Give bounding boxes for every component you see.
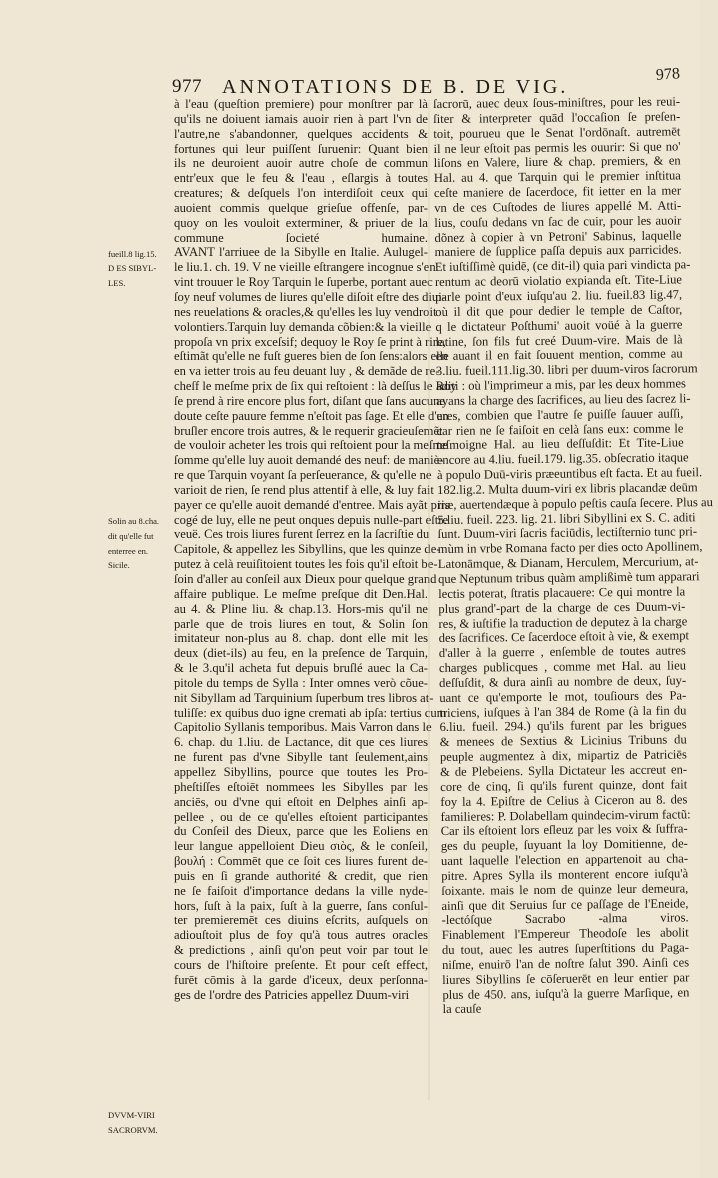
text-line: creatures; & deſquels l'on interdiſoit ceux qui [174,186,428,201]
right-column [433,94,713,1017]
text-line: du tout, auec les autres ſuperſtitions du Paga- [441,940,689,958]
text-line: à populo Duū-viris præeuntibus eſt facta. Et au fueil. [436,465,703,483]
text-line: quoy on les vouloit exterminer, & priuer de la [174,215,428,230]
text-line: nit Sibyllam ad Tarquinium ſuperbum tres libros at- [174,690,434,705]
text-line: doute ceſte pauure femme n'eſtoit pas ſage. Et elle d'en [174,408,449,423]
text-line: à l'eau (queſtion premiere) pour monſtrer par là [174,97,428,111]
text-line: nes reuelations & oracles,& qu'elles les luy vendroit [174,304,437,319]
text-line: liures Sibyllins ſe cōſeruerēt en leur entier par [442,970,690,987]
margin-note: Solin au 8.cha. [108,515,160,526]
margin-note: dit qu'elle fut [108,530,154,541]
text-line: propoſa vn prix exceſsif; dequoy le Roy ſe print à rire, [174,334,446,349]
text-line: ſe prend à rire encore plus fort, diſant que ſans aucune [174,393,446,408]
text-line: foy la 4. Epiſtre de Celius à Ciceron au 8. des [440,792,688,809]
text-line: toit, pourueu que le Senat l'ordōnaſt. autremēt [433,124,681,141]
page-number-left: 977 [172,76,202,97]
text-line: q le dictateur Poſthumi' auoit voüé à la guerre [435,317,683,334]
text-line: pellee , ou de ce qu'elles eſtoient participantes [174,809,428,824]
text-line: cogé de luy, elle ne peut onques depuis nulle-part eſtre [174,512,449,527]
text-line: plus de 450. ans, iuſqu'à la guerre Marſique, en [442,984,690,1002]
margin-note: D ES SIBYL- [108,263,157,274]
text-line: la cauſe [442,1002,482,1017]
text-line: ne furent pas d'vne Sibylle tant ſeulement,ains [174,750,428,765]
text-line: ne ſe faiſoit d'importance dedans la ville nyde- [174,883,428,898]
text-line: re que Tarquin voyant ſa perſeuerance, & qu'elle ne [174,468,432,483]
text-line: Et iuſtiſſimè quidē, (ce dit-il) quia pari vindicta pa- [434,257,691,275]
text-line: 5.liu. fueil. 223. lig. 21. libri Sibyllini ex S. C. aditi [437,509,696,527]
text-line: eſtimãt qu'elle ne fuſt gueres bien de ſon ſens:alors elle [174,349,449,364]
text-line: Capitole, & appellez les Sibyllins, que les quinze de- [174,542,441,557]
text-line: ures, combien que l'autre ſe puiſſe ſauuer auſſi, [436,406,684,423]
column-gutter [428,100,430,1100]
text-line: Finablement l'Empereur Theodoſe les abolit [441,925,689,943]
text-line: Hal. au 4. que Tarquin qui le premier inſtitua [433,168,681,186]
text-line: vint trouuer le Roy Tarquin le ſuperbe, portant auec [174,275,433,290]
text-line: Car ils eſtoient lors eſleuz par les voix & ſuffra- [440,821,688,839]
text-line: & menees de Sextius & Licinius Tribuns du [439,732,687,750]
text-line: 3.liu. fueil.111.lig.30. libri per duum-viros ſacrorum [435,361,698,379]
text-line: veuë. Ces trois liures furent ſerrez en la ſacriſtie du [174,527,430,542]
text-line: parle que de trois liures en tout, & Solin ſon [174,616,428,631]
text-line: ſoin d'aller au conſeil aux Dieux pour quelque grand [174,572,437,586]
text-line: charges publicques , comme met Hal. au lieu [438,658,687,676]
text-line: & le 3.qu'il acheta fut depuis bruſlé auec la Ca- [174,661,428,676]
text-line: liſons en Valere, liure & chap. premiers, & en [433,153,681,171]
text-line: commune ſocieté humaine. [174,230,428,245]
running-title: ANNOTATIONS DE B. DE VIG. [222,76,569,98]
text-line: bruſler encore trois autres, & le requerir gracieuſemẽt [174,423,443,438]
text-line: dõnez à copier à vn Petroni' Sabinus, laquelle [434,227,682,245]
text-line: au 4. & Pline liu. & chap.13. Hors-mis qu'il ne [174,601,428,616]
text-line: du Conſeil des Dieux, parce que les Eoliens en [174,824,428,839]
text-line: lectis poterat, ſtratis placauere: Ce qui montre la [438,584,686,601]
text-line: AVANT l'arriuee de la Sibylle en Italie. Aulugel- [174,245,428,260]
text-line: volontiers.Tarquin luy demanda cõbien:& la vieille [174,319,432,334]
text-line: cheſf le meſme prix de ſix qui reſtoient : là deſſus le Roy [174,379,457,394]
text-line: ſoy neuf volumes de liures qu'elle diſoit eſtre des diui- [174,289,446,304]
text-line: où il dit que pour dedier le temple de Caſtor, [435,302,683,319]
text-line: ges de l'ordre des Patricies appellez Duum-viri [174,987,410,1002]
text-line: que Neptunum tribus quàm amplißimè tum apparari [437,569,700,586]
text-line: deux (diet-ils) au feu, en la preſence de Tarquin, [174,646,428,661]
text-line: fortunes qui leur puiſſent ſuruenir: Quant bien [174,141,428,156]
margin-notes [108,0,174,1178]
text-line: ceſte maniere de ſacerdoce, fit ietter en la mer [433,183,682,201]
text-line: peuple augmentez à dix, mipartiz de Patriciēs [439,747,687,765]
text-line: ayans la charge des ſacrifices, au lieu des ſacrez li- [436,391,691,408]
text-line: cours de l'hiſtoire preſente. Et pour ceſt effect, [174,957,428,972]
text-line: & predictions , ainſi qu'on peut voir par tout le [174,943,428,958]
text-line: ſacrorū, auec deux ſous-miniſtres, pour les reui- [433,94,681,111]
text-line: familieres: P. Dolabellam quindecim-virum factũ: [440,806,691,824]
text-line: furēt cōmis à la garde d'iceux, deux perſonna- [174,972,428,987]
text-line: imitateur non-plus au 8. chap. dont elle mit les [174,631,428,646]
page-number-right: 978 [655,65,681,84]
margin-note: DVVM-VIRI [108,1109,155,1120]
text-line: niſme, enuirō l'an de noſtre ſalut 390. Ainſi ces [442,955,690,972]
left-column [174,97,457,1002]
text-line: encore au 4.liu. fueil.179. lig.35. obſecratio itaque [436,450,689,468]
text-line: pheſtiſſes eſtoiēt nommees les Sibylles par les [174,779,428,794]
text-line: ter premieremēt ces diuins eſcrits, auſquels on [174,913,428,928]
text-line: car rien ne ſe faiſoit en celà ſans eux: comme le [436,420,684,438]
text-line: uant laquelle l'election en appartenoit au cha- [440,851,689,868]
text-line: appellez Sibyllins, pource que toutes les Pro- [174,764,428,779]
text-line: deſſuſdit, & dura ainſi au nombre de deux, ſuy- [439,673,687,690]
text-line: teſmoigne Hal. au lieu deſſuſdit: Et Tite-Liue [436,435,684,453]
text-line: d'aller à la guerre , enſemble de toutes autres [438,643,686,661]
text-line: core de cinq, ſi qu'ils furent quinze, dont fait [440,777,688,794]
text-line: auoient commis quelque grieſue offenſe, par- [174,200,428,215]
text-line: ſomme qu'elle luy auoit demandé des neuf: de maniè- [174,453,444,468]
text-line: affaire publique. Le meſme preſque dit Den.Hal. [174,586,428,601]
text-line: 6.liu. fueil. 294.) qu'ils furent par les brigues [439,717,687,735]
text-line: tuliſſe: ex quibus duo igne cremati ab ipſa: tertius cum [174,705,447,720]
text-line: de vouloir acheter les trois qui reſtoient pour la meſme [174,438,448,453]
text-line: en auant il en fait ſouuent mention, comme au [435,346,683,364]
text-line: ſunt. Duum-viri ſacris faciūdis, lectiſternio tunc pri- [437,524,698,542]
text-line: iræ, auertendæque à populo peſtis cauſa ſecere. Plus au [437,494,713,512]
text-line: ils ne deuroient auoir autre choſe de commun [174,156,428,171]
text-line: en va ietter trois au feu deuant luy , & demãde de re- [174,364,440,379]
text-line: aditi : où l'imprimeur a mis, par les deux hommes [435,376,686,394]
text-line: payer ce qu'elle auoit demandé d'entree. Mais ayãt pris [174,497,450,512]
text-line: le liu.1. ch. 19. V ne vieille eſtrangere incognue s'en [174,260,436,275]
text-line: vn de ces Cuſtodes de liures appellé M. Atti- [434,198,682,215]
text-line: ainſi que dit Seruius ſur ce paſſage de l'Eneide, [441,895,689,913]
text-line: anciēs, ou d'vne qui eſtoit en Delphes ainſi ap- [174,794,428,809]
text-line: puis en ſi grande authorité & credit, que rien [174,868,428,883]
text-line: ſiter & interpreter quād l'occaſion ſe preſen- [433,109,681,126]
margin-note: Sicile. [108,560,130,571]
text-line: res, & iuſtifie la traduction de deputez à la charge [438,613,688,631]
text-line: -lectóſque Sacrabo -alma viros. [441,910,689,928]
text-line: putez à celà reuiſitoient toutes les fois qu'il eſtoit be- [174,557,438,572]
text-line: 6. chap. du 1.liu. de Lactance, dit que ces liures [174,735,428,750]
text-line: varioit de rien, ſe rend plus attentif à elle, & luy fait [174,482,434,497]
text-line: ſoixante. mais le nom de quinze leur demeura, [441,881,689,898]
text-line: pitole du temps de Sylla : Inter omnes verò cõue- [174,675,428,690]
text-line: mùm in vrbe Romana facto per dies octo Apollinem, [437,539,703,557]
text-line: entr'eux que le feu & l'eau , eſlargis à toutes [174,171,428,186]
text-line: latine, ſon fils fut creé Duum-vire. Mais de là [435,331,683,349]
text-line: adiouſtoit plus de foy qu'à tous autres oracles [174,928,428,943]
text-line: il ne leur eſtoit pas permis les ouurir: Si que no' [433,138,681,156]
text-line: 182.lig.2. Multa duum-viri ex libris placandæ deūm [437,480,698,497]
text-line: uant ce qu'emporte le mot, touſiours des Pa- [439,688,687,705]
text-line: parle point d'eux iuſqu'au 2. liu. fueil.83 lig.47, [435,287,683,304]
text-line: ges du peuple, ſuyuant la loy Domitienne, de- [440,836,688,854]
margin-note: enterree en. [108,545,149,556]
text-line: pitre. Apres Sylla ils monterent encore iuſqu'à [441,866,689,883]
text-line: qu'ils ne doiuent iamais auoir rien à part l'vn de [174,111,428,126]
text-line: Latonāmque, & Dianam, Herculem, Mercurium, at- [437,554,699,572]
text-line: leur langue appelloient Dieu σιὸς, & le conſeil, [174,839,428,854]
text-line: & de Plebeiens. Sylla Dictateur les accreut en- [439,762,688,779]
text-line: triciens, iuſques à l'an 384 de Rome (à la fin du [439,702,687,720]
text-line: des ſacrifices. Ce ſacerdoce eſtoit à vie, & exempt [438,628,690,646]
text-line: Capitolio Syllanis temporibus. Mais Varron dans le [174,720,432,735]
text-line: maniere de ſupplice paſſa depuis aux parricides. [434,242,682,260]
margin-note: fueill.8 lig.15. [108,248,157,259]
text-line: l'autre,ne s'abandonner, quelques accidents & [174,126,428,141]
text-line: βουλή : Commēt que ce ſoit ces liures furent de- [174,854,428,869]
text-line: hors, ſuſt à la paix, ſuſt à la guerre, ſans conſul- [174,898,428,913]
text-line: plus grand'-part de la charge de ces Duum-vi- [438,599,686,616]
text-line: rentum ac deorū violatio expianda eſt. Tite-Liue [434,272,682,290]
margin-note: LES. [108,278,126,289]
margin-note: SACRORVM. [108,1124,158,1135]
text-line: lius, couſu dedans vn ſac de cuir, pour les auoir [434,213,682,230]
